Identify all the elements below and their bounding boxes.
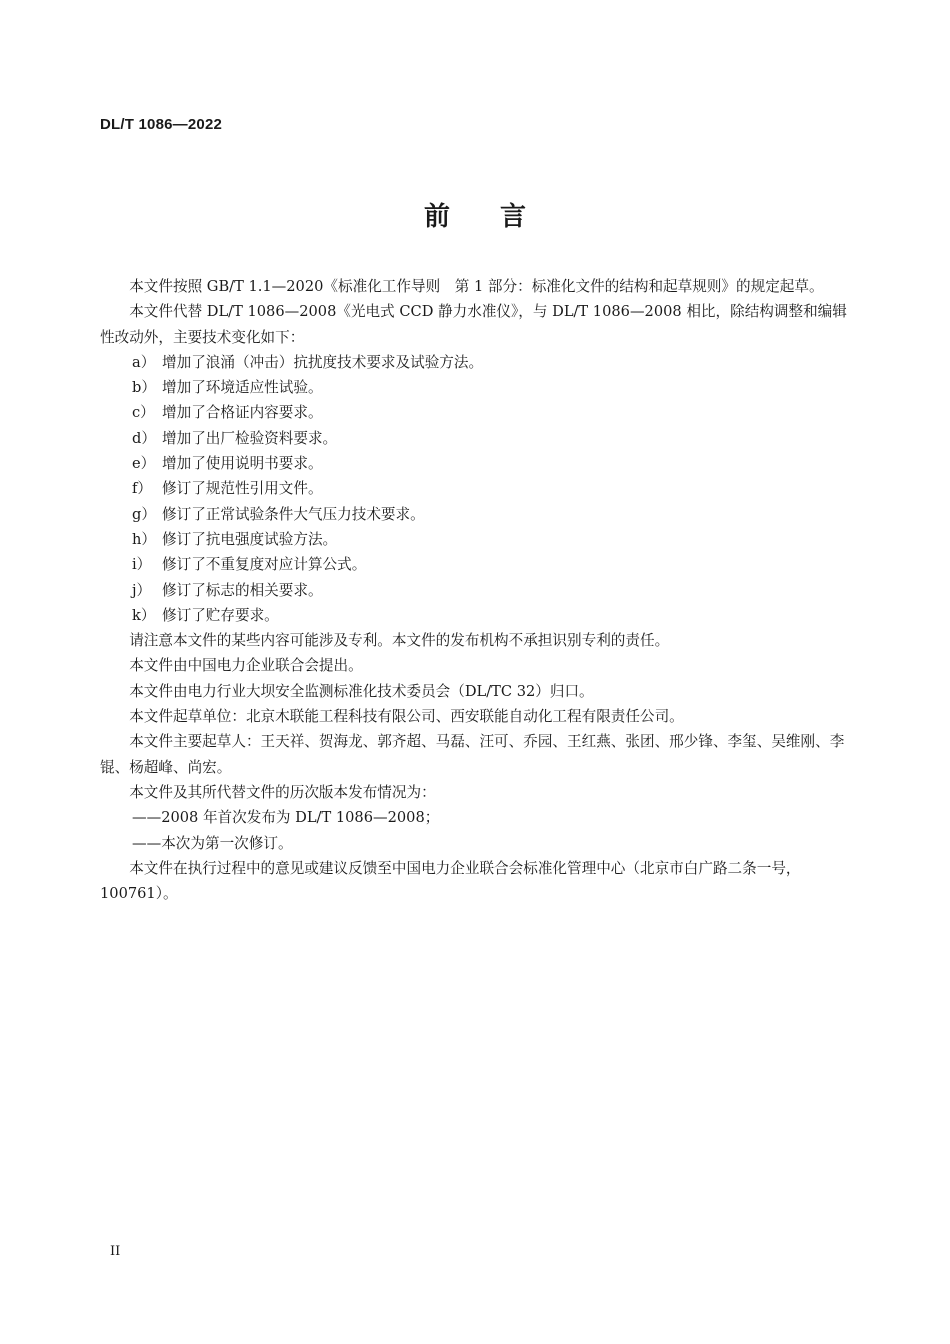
page-title: 前言	[423, 202, 576, 232]
list-item	[100, 552, 852, 577]
list-item-label: h）	[132, 530, 156, 548]
document-body	[100, 274, 852, 906]
list-item-label: b）	[132, 379, 156, 397]
list-item-text: 修订了标志的相关要求。	[162, 581, 323, 599]
list-item-label: d）	[132, 429, 156, 447]
list-item-text: 增加了合格证内容要求。	[162, 404, 323, 422]
history-item: ——2008 年首次发布为 DL/T 1086—2008；	[132, 809, 440, 827]
list-item-label: k）	[132, 606, 156, 624]
history-item: ——本次为第一次修订。	[132, 834, 293, 852]
list-item	[100, 451, 852, 476]
list-item-text: 增加了使用说明书要求。	[162, 455, 323, 473]
list-item-label: i）	[132, 556, 152, 574]
paragraph-feedback: 本文件在执行过程中的意见或建议反馈至中国电力企业联合会标准化管理中心（北京市白广路二条一号，100761）。	[100, 859, 801, 903]
list-item-text: 增加了环境适应性试验。	[162, 379, 323, 397]
list-item-label: g）	[132, 505, 156, 523]
list-item-text: 修订了贮存要求。	[162, 606, 279, 624]
list-item-text: 修订了规范性引用文件。	[162, 480, 323, 498]
list-item	[100, 400, 852, 425]
list-item	[100, 375, 852, 400]
list-item	[100, 578, 852, 603]
list-item-text: 增加了浪涌（冲击）抗扰度技术要求及试验方法。	[162, 353, 484, 371]
list-item-label: a）	[132, 353, 156, 371]
list-item-label: c）	[132, 404, 155, 422]
standard-code: DL/T 1086—2022	[100, 116, 223, 133]
paragraph-drafting-units: 本文件起草单位：北京木联能工程科技有限公司、西安联能自动化工程有限责任公司。	[129, 708, 684, 726]
list-item-label: f）	[132, 480, 152, 498]
list-item-text: 修订了正常试验条件大气压力技术要求。	[162, 505, 425, 523]
paragraph-drafting-rules: 本文件按照 GB/T 1.1—2020《标准化工作导则 第 1 部分：标准化文件的结构和起草规则》的规定起草。	[129, 278, 824, 295]
list-item-label: j）	[132, 581, 152, 599]
list-item-text: 增加了出厂检验资料要求。	[162, 429, 338, 447]
paragraph-drafters: 本文件主要起草人：王天祥、贺海龙、郭齐超、马磊、汪可、乔园、王红燕、张团、邢少锋、李玺、吴维刚、李锟、杨超峰、尚宏。	[100, 733, 845, 776]
paragraph-version-history: 本文件及其所代替文件的历次版本发布情况为：	[129, 783, 436, 801]
paragraph-patent-notice: 请注意本文件的某些内容可能涉及专利。本文件的发布机构不承担识别专利的责任。	[129, 632, 670, 650]
list-item	[100, 350, 852, 375]
list-item	[100, 426, 852, 451]
list-item	[100, 603, 852, 628]
list-item	[100, 502, 852, 527]
paragraph-committee: 本文件由电力行业大坝安全监测标准化技术委员会（DL/TC 32）归口。	[129, 682, 594, 700]
list-item	[100, 476, 852, 501]
paragraph-replacement: 本文件代替 DL/T 1086—2008《光电式 CCD 静力水准仪》，与 DL/T 1086—2008 相比，除结构调整和编辑性改动外，主要技术变化如下：	[100, 303, 847, 346]
page-number: II	[110, 1244, 121, 1259]
list-item-text: 修订了抗电强度试验方法。	[162, 530, 338, 548]
list-item	[100, 527, 852, 552]
paragraph-proposer: 本文件由中国电力企业联合会提出。	[129, 657, 363, 675]
list-item-label: e）	[132, 455, 156, 473]
list-item-text: 修订了不重复度对应计算公式。	[162, 556, 367, 574]
